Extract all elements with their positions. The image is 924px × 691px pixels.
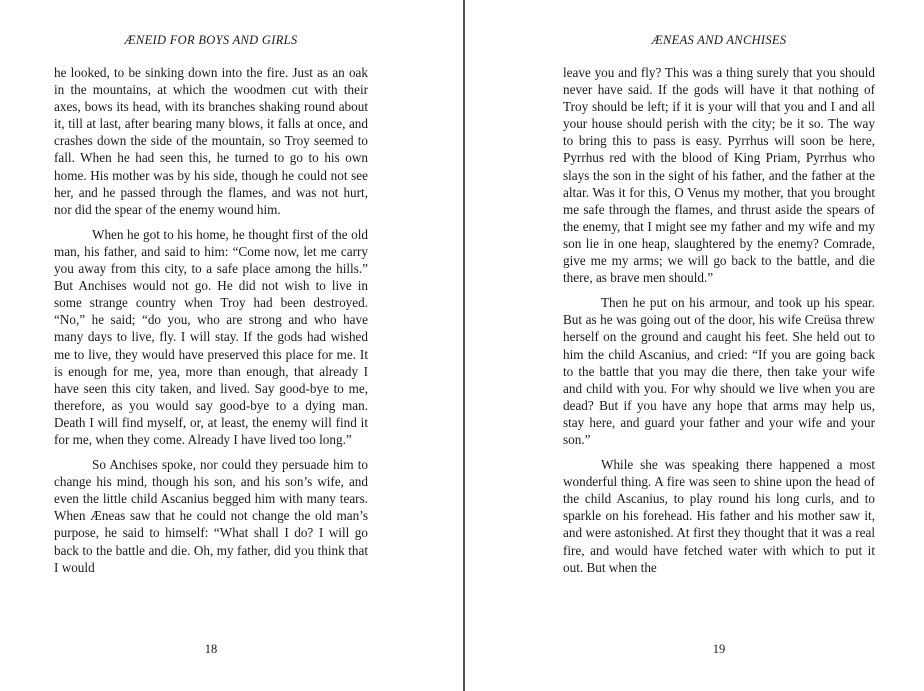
- paragraph: he looked, to be sinking down into the fire. Just as an oak in the mountains, at which the woodmen cut with their axes, bows its head, with its branches shaking round about it, till at last, after bearing many blows, it falls at once, and crashes down the side of the mountain, so Troy seemed to fall. When he had seen this, he turned to go to his own home. His mother was by his side, though he could not see her, and he passed through the flames, and was not hurt, nor did the spear of the enemy wound him.: [54, 65, 368, 217]
- paragraph: When he got to his home, he thought first of the old man, his father, and said to him: “Come now, let me carry you away from this city, to a safe place among the hills.” But Anchises would not go. He did not wish to live in some strange country when Troy had been destroyed. “No,” he said; “do you, who are strong and who have many days to live, fly. I will stay. If the gods had wished me to live, they would have preserved this place for me. It is enough for me, yea, more than enough, that already I have seen this city taken, and lived. Say good-bye to me, therefore, as you would say good-bye to a dying man. Death I will find myself, or, at least, the enemy will find it for me, when they come. Already I have lived too long.”: [54, 226, 368, 447]
- left-page: [54, 0, 368, 691]
- right-page-body: [563, 64, 875, 584]
- paragraph: While she was speaking there happened a most wonderful thing. A fire was seen to shine upon the head of the child Ascanius, to play round his long curls, and to sparkle on his forehead. His father and his mother saw it, and were astonished. At first they thought that it was a real fire, and would have fetched water with which to put it out. But when the: [563, 457, 875, 575]
- paragraph: leave you and fly? This was a thing surely that you should never have said. If the gods will have it that nothing of Troy should be left; if it is your will that you and I and all your house should perish with the city; be it so. The way to bring this to pass is easy. Pyrrhus will soon be here, Pyrrhus red with the blood of King Priam, Pyrrhus who slays the son in the sight of his father, and the father at the altar. Was it for this, O Venus my mother, that you brought me safe through the flames, and thrust aside the spears of the enemy, that I might see my father and my wife and my son lie in one heap, slaughtered by the enemy? Comrade, give me my arms; we will go back to the battle, and die there, as brave men should.”: [563, 65, 875, 286]
- paragraph: So Anchises spoke, nor could they persuade him to change his mind, though his son, and his son’s wife, and even the little child Ascanius begged him with many tears. When Æneas saw that he could not change the old man’s purpose, he said to himself: “What shall I do? I will go back to the battle and die. Oh, my father, did you think that I would: [54, 457, 368, 575]
- left-page-body: [54, 64, 368, 584]
- running-head-left: ÆNEID FOR BOYS AND GIRLS: [124, 33, 298, 47]
- page-number-left: 18: [204, 642, 218, 656]
- right-page: [563, 0, 875, 691]
- page-number-right: 19: [712, 642, 726, 656]
- page-divider: [463, 0, 465, 691]
- running-head-right: ÆNEAS AND ANCHISES: [651, 33, 787, 47]
- paragraph: Then he put on his armour, and took up his spear. But as he was going out of the door, his wife Creüsa threw herself on the ground and caught his feet. She held out to him the child Ascanius, and cried: “If you are going back to the battle that you may die there, then take your wife and child with you. For why should we live when you are dead? But if you have any hope that arms may help us, stay here, and guard your father and your wife and your son.”: [563, 295, 875, 447]
